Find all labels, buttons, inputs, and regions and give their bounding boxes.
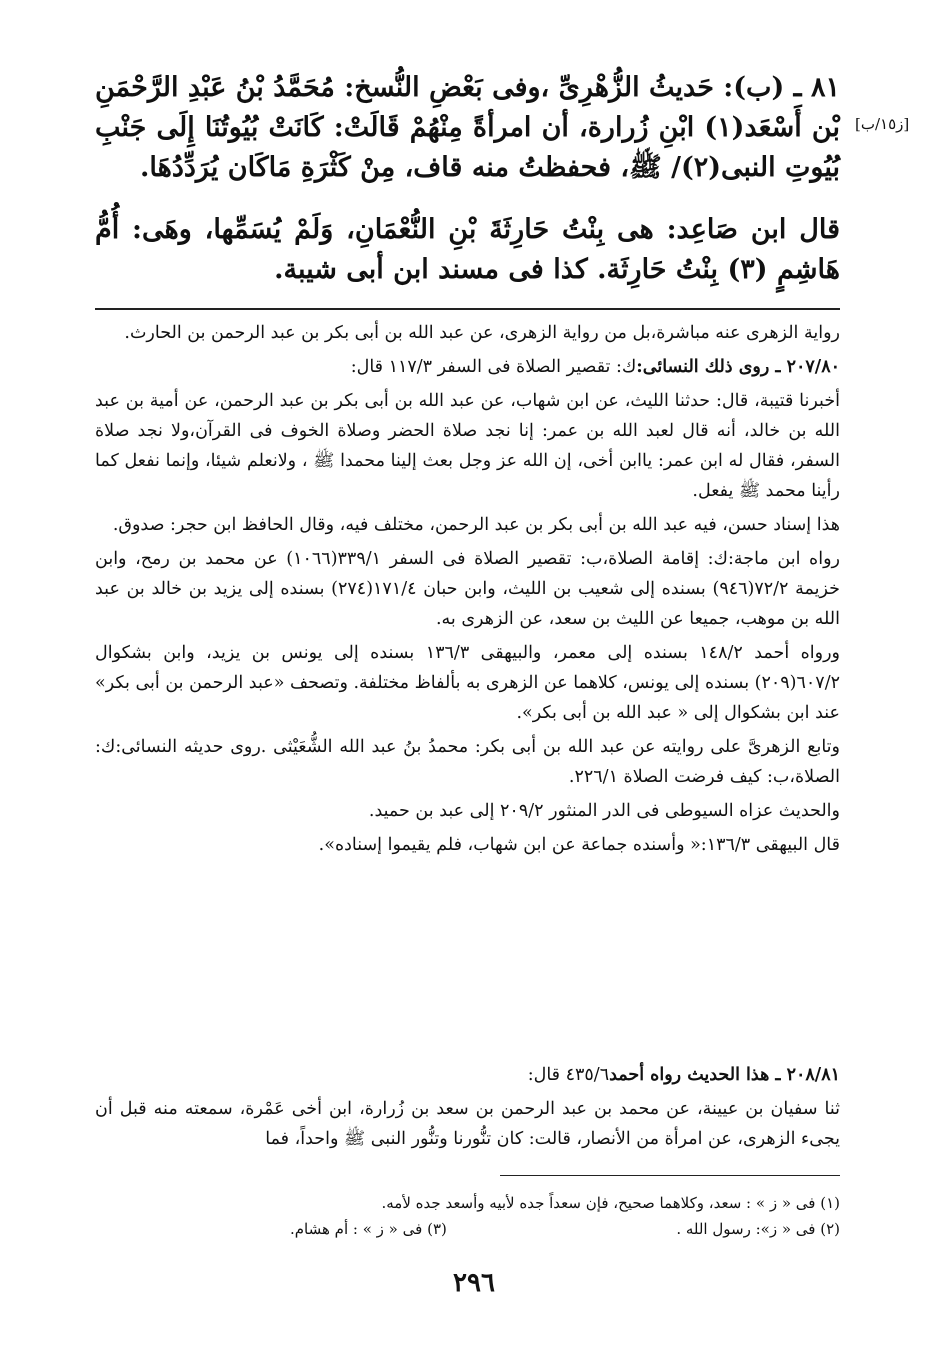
hadith-81-paragraph: ٨١ ـ (ب): حَديثُ الزُّهْرِىِّ ،وفى بَعْضِ النُّسخ: مُحَمَّدُ بْنُ عَبْدِ الرَّحْمَنِ بْن أَسْعَد(١) ابْنِ زُرارة، أن امرأةً مِنْهُمْ قَالَتْ: كَانَتْ بُيُوتُنَا إِلَى جَنْبِ بُيُوتِ النبى(٢)/ ﷺ، فحفظتُ منه قاف، مِنْ كَثْرَةِ مَاكَان يُرَدِّدُهَا. [95, 72, 840, 183]
note-207-text: أخبرنا قتيبة، قال: حدثنا الليث، عن ابن شهاب، عن عبد الله بن أبى بكر بن عبد الرحمن، عن أمية بن عبد الله بن خالد، أنه قال لعبد الله بن عمر: إنا نجد صلاة الحضر وصلاة الخوف فى القرآن،ولا نجد صلاة السفر، فقال له ابن عمر: ياابن أخى، إن الله عز وجل بعث إلينا محمدا ﷺ ، ولانعلم شيئا، وإنما نفعل كما رأينا محمد ﷺ يفعل. [95, 391, 840, 501]
note-bayhaqi: قال البيهقى ١٣٦/٣:« وأسنده جماعة عن ابن شهاب، فلم يقيموا إسناده». [318, 835, 840, 855]
note-ahmad: ورواه أحمد ١٤٨/٢ بسنده إلى معمر، والبيهقى ١٣٦/٣ بسنده إلى يونس بن يزيد، وابن بشكوال ٦٠٧/٢(٢٠٩) بسنده إلى يونس، كلاهما عن الزهرى به بألفاظ مختلفة. وتصحف «عبد الرحمن بن أبى بكر» عند ابن بشكوال إلى « عبد الله بن أبى بكر». [95, 643, 841, 723]
note-208-heading [95, 1060, 840, 1090]
footnote-row-2 [290, 1216, 840, 1242]
note-207-heading-bold: ٢٠٧/٨٠ ـ روى ذلك النسائى: [636, 357, 840, 377]
footnote-3: (٣) فى « ز » : أم هشام. [290, 1220, 447, 1238]
note-208-text: ثنا سفيان بن عيينة، عن محمد بن عبد الرحمن بن سعد بن زُرارة، ابن أخى عَمْرة، سمعته منه قبل أن يجىء الزهرى، عن امرأة من الأنصار، قالت: كان تنُّورنا وتنُّور النبى ﷺ واحداً، فما [95, 1099, 840, 1149]
note-208-heading-bold: ٢٠٨/٨١ ـ هذا الحديث رواه أحمد [609, 1065, 840, 1085]
separator-rule [95, 308, 840, 310]
commentary-block-208 [95, 1060, 840, 1158]
note-207-heading-ref: ك: تقصير الصلاة فى السفر ١١٧/٣ قال: [350, 357, 637, 377]
note-208-heading-ref: ٤٣٥/٦ قال: [527, 1065, 610, 1085]
footnote-row-1 [290, 1190, 840, 1216]
note-ibn-majah: رواه ابن ماجة:ك: إقامة الصلاة،ب: تقصير الصلاة فى السفر ٣٣٩/١(١٠٦٦) عن محمد بن رمح، وابن خزيمة ٧٢/٢(٩٤٦) بسنده إلى شعيب بن الليث، وابن حبان ١٧١/٤(٢٧٤) بسنده إلى يزيد بن خالد بن عبد الله بن موهب، جميعا عن الليث بن سعد، عن الزهرى به. [95, 549, 840, 629]
page-number: ٢٩٦ [453, 1268, 495, 1298]
note-suyuti: والحديث عزاه السيوطى فى الدر المنثور ٢٠٩/٢ إلى عبد بن حميد. [368, 801, 840, 821]
footnote-1: (١) فى « ز » : سعد، وكلاهما صحيح، فإن سعداً جده لأبيه وأسعد جده لأمه. [381, 1194, 840, 1212]
note-line-continuation: رواية الزهرى عنه مباشرة،بل من رواية الزهرى، عن عبد الله بن أبى بكر بن عبد الرحمن بن الحارث. [124, 323, 840, 343]
note-tabi: وتابع الزهرىَّ على روايته عن عبد الله بن أبى بكر: محمدُ بنُ عبد الله الشُّعَيْثى .روى حديثه النسائى:ك: الصلاة،ب: كيف فرضت الصلاة ٢٢٦/١. [95, 737, 840, 787]
commentary-block [95, 318, 840, 864]
note-207-heading [95, 352, 840, 382]
note-isnad: هذا إسناد حسن، فيه عبد الله بن أبى بكر بن عبد الرحمن، مختلف فيه، وقال الحافظ ابن حجر: صدوق. [112, 515, 840, 535]
margin-reference: [ز١٥/ب] [855, 115, 910, 133]
footnote-rule [500, 1175, 840, 1176]
ibn-saeed-paragraph: قال ابن صَاعِد: هى بِنْتُ حَارِثَةَ بْنِ النُّعْمَانِ، وَلَمْ يُسَمِّها، وهَى: أُمُّ هَاشِمٍ (٣) بِنْتُ حَارِثَة. كذا فى مسند ابن أبى شيبة. [95, 214, 840, 285]
footnote-2: (٢) فى « ز»: رسول الله . [676, 1220, 840, 1238]
footnotes [290, 1190, 840, 1242]
